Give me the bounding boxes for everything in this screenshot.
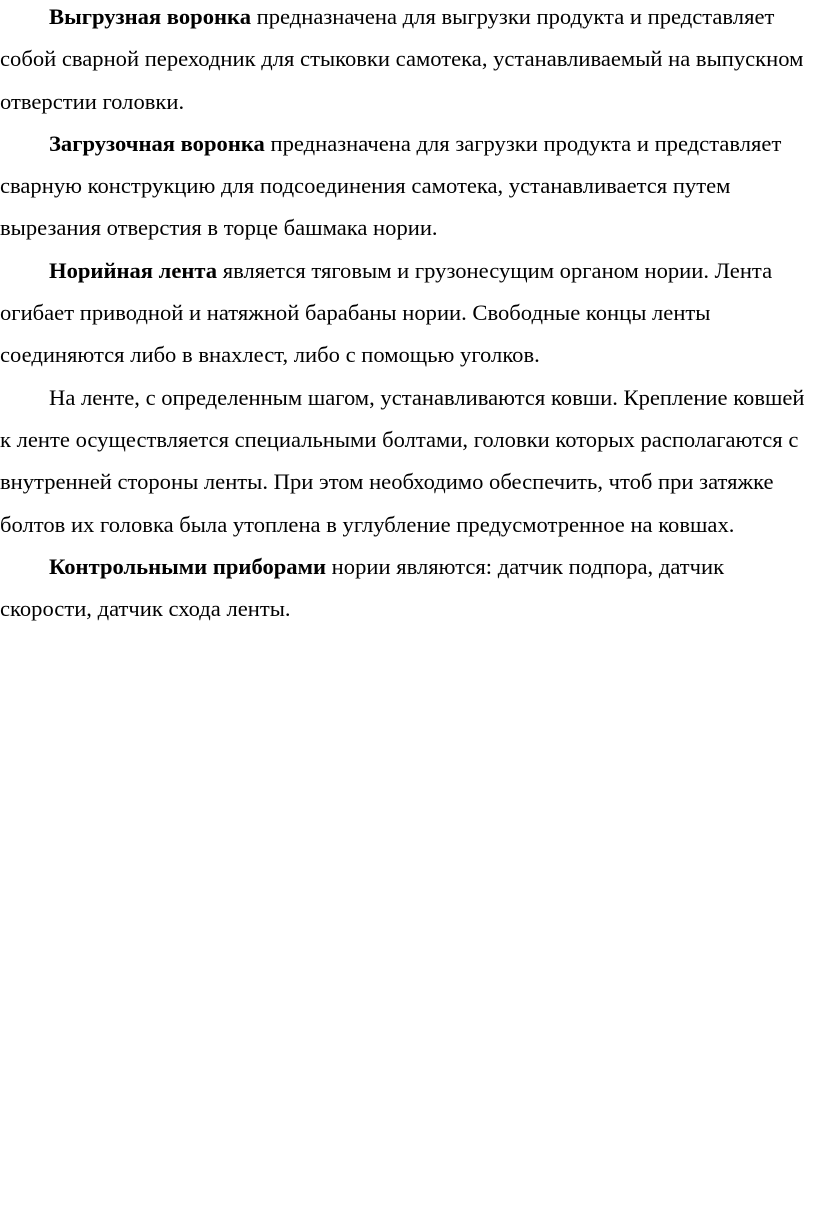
term-kontrolnye-pribory: Контрольными приборами (49, 553, 327, 579)
paragraph-text: На ленте, с определенным шагом, устанавливаются ковши. Крепление ковшей к ленте осуществляется специальными болтами, головки которых располагаются с внутренней стороны ленты. При этом необходимо обеспечить, чтоб при затяжке болтов их головка была утоплена в углубление предусмотренное на ковшах. (0, 384, 805, 537)
paragraph-text: нории являются: датчик подпора, датчик скорости, датчик схода ленты. (0, 553, 725, 622)
term-zagruzochnaya-voronka: Загрузочная воронка (49, 130, 265, 156)
term-vygruznaya-voronka: Выгрузная воронка (49, 4, 251, 29)
paragraph-zagruzochnaya-voronka (0, 123, 812, 250)
paragraph-kontrolnye-pribory (0, 546, 812, 631)
paragraph-kovshi (0, 377, 812, 546)
paragraph-vygruznaya-voronka (0, 0, 812, 123)
term-noriynaya-lenta: Норийная лента (49, 257, 218, 283)
paragraph-noriynaya-lenta (0, 250, 812, 377)
paragraph-text: предназначена для загрузки продукта и представляет сварную конструкцию для подсоединения самотека, устанавливается путем вырезания отверстия в торце башмака нории. (0, 130, 782, 241)
paragraph-text: является тяговым и грузонесущим органом нории. Лента огибает приводной и натяжной барабаны нории. Свободные концы ленты соединяются либо в внахлест, либо с помощью уголков. (0, 257, 773, 368)
paragraph-text: предназначена для выгрузки продукта и представляет собой сварной переходник для стыковки самотека, устанавливаемый на выпускном отверстии головки. (0, 4, 804, 114)
